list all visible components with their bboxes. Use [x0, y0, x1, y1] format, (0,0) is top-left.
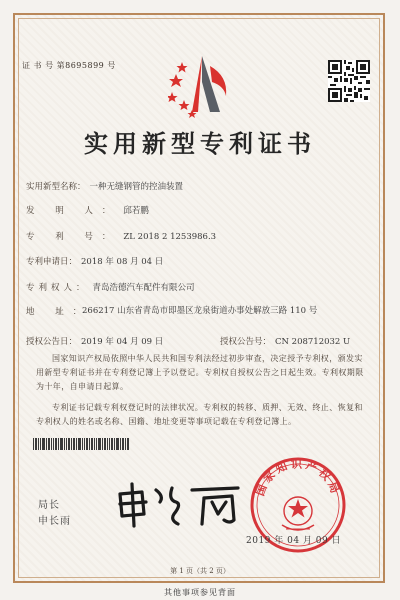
seal-date: 2019 年 04 月 09 日: [246, 536, 342, 546]
field-label: 专利申请日：: [26, 257, 78, 267]
qr-code-icon: [328, 60, 370, 102]
field-label: 发 明 人：: [26, 206, 120, 216]
field-value: 青岛浩德汽车配件有限公司: [92, 283, 195, 293]
field-label: 专 利 号：: [26, 232, 120, 242]
svg-text:国家知识产权局: [253, 457, 343, 498]
field-address-value: 266217 山东省青岛市即墨区龙泉街道办事处解放三路 110 号: [82, 306, 318, 316]
body-paragraph: 专利证书记载专利权登记时的法律状况。专利权的转移、质押、无效、终止、恢复和专利权人的姓名或名称、国籍、地址变更等事项记载在专利登记簿上。: [36, 403, 363, 426]
field-label: 地 址：: [26, 307, 91, 317]
field-label: 授权公告日：: [26, 337, 78, 347]
body-paragraph: 国家知识产权局依照中华人民共和国专利法经过初步审查，决定授予专利权，颁发实用新型专利证书并在专利登记簿上予以登记。专利权自授权公告之日起生效。专利权期限为十年，自申请日起算。: [36, 354, 364, 391]
field-value: 2018 年 08 月 04 日: [81, 257, 164, 267]
page-number: 第 1 页（共 2 页）: [170, 567, 230, 575]
seal-text: 国家知识产权局: [253, 457, 343, 498]
director-signature: [112, 480, 252, 530]
cnipa-emblem-icon: [168, 52, 240, 118]
signatory-role: 局长: [38, 500, 60, 511]
field-grant-number: [220, 335, 350, 347]
field-value: 邱若鹏: [123, 206, 149, 216]
field-value: ZL 2018 2 1253986.3: [123, 232, 217, 242]
footer-note: 其他事项参见背面: [164, 588, 236, 597]
field-inventor: [26, 204, 149, 216]
field-label: 授权公告号：: [220, 337, 272, 347]
field-value: 2019 年 04 月 09 日: [81, 337, 164, 347]
field-address: [26, 305, 90, 317]
field-patent-number: [26, 230, 216, 242]
certificate-body: [36, 352, 370, 436]
field-patentee: [26, 281, 195, 293]
field-value: CN 208712032 U: [275, 337, 351, 347]
signatory-name: 申长雨: [38, 516, 71, 527]
field-filing-date: [26, 255, 163, 267]
certificate-title: 实用新型专利证书: [84, 129, 316, 158]
certificate-number: 证 书 号 第8695899 号: [22, 61, 116, 70]
field-value: 一种无缝钢管的控油装置: [89, 182, 184, 192]
field-label: 实用新型名称：: [26, 182, 86, 192]
field-utility-model-name: [26, 180, 183, 192]
field-grant-date: [26, 335, 163, 347]
field-label: 专利权人：: [26, 283, 89, 293]
barcode-icon: [33, 438, 129, 450]
